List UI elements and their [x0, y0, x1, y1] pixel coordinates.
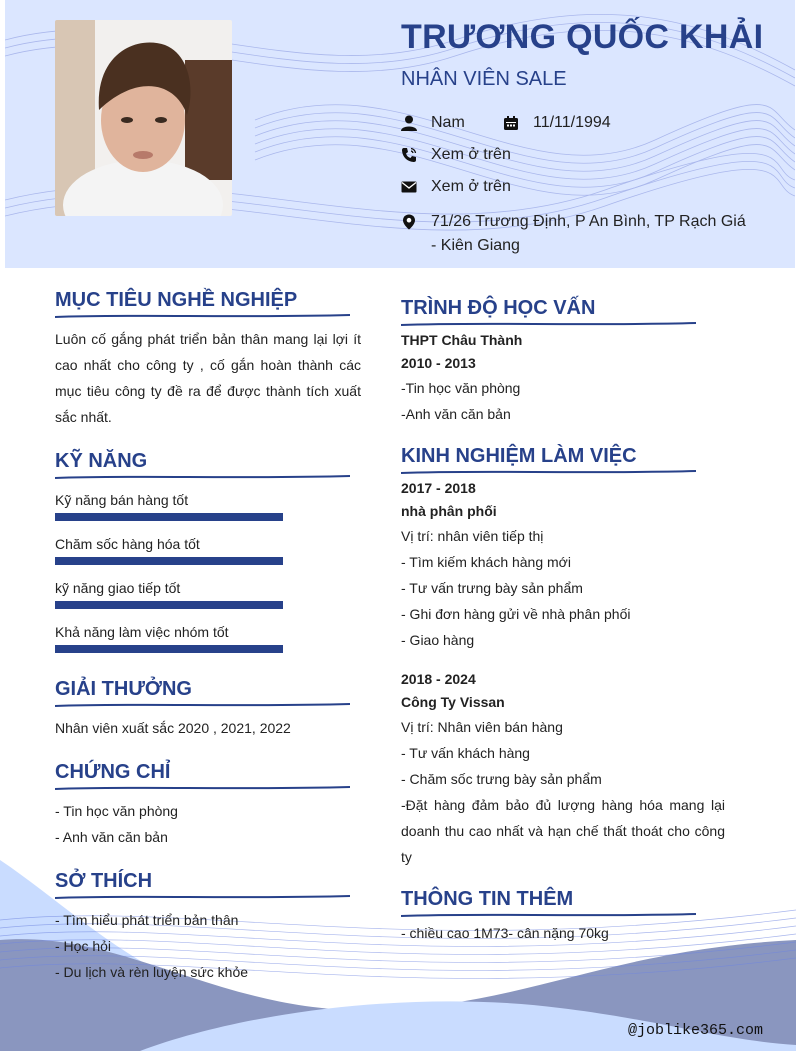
- certificates-underline: [55, 785, 350, 791]
- birthday-row: [503, 114, 611, 132]
- certificate-item: - Tin học văn phòng: [55, 803, 178, 819]
- gender-value: Nam: [431, 114, 465, 131]
- extra-underline: [401, 912, 696, 918]
- envelope-icon: [401, 179, 417, 195]
- map-pin-icon: [401, 214, 417, 230]
- job-line: Vị trí: nhân viên tiếp thị: [401, 528, 544, 544]
- job-years: 2017 - 2018: [401, 480, 476, 496]
- education-school: THPT Châu Thành: [401, 332, 523, 348]
- skill-bar: [55, 645, 283, 653]
- skills-heading: KỸ NĂNG: [55, 450, 148, 472]
- objective-heading: MỤC TIÊU NGHỀ NGHIỆP: [55, 289, 298, 311]
- profile-photo: [55, 20, 232, 216]
- job-line: -Đặt hàng đảm bảo đủ lượng hàng hóa mang lại doanh thu cao nhất và hạn chế thất thoát cho công ty: [401, 797, 725, 865]
- birthday-value: 11/11/1994: [533, 114, 611, 131]
- job-line: - Chăm sốc trưng bày sản phẩm: [401, 771, 602, 787]
- job-line: - Tìm kiếm khách hàng mới: [401, 554, 571, 570]
- awards-text: Nhân viên xuất sắc 2020 , 2021, 2022: [55, 720, 291, 736]
- hobbies-underline: [55, 894, 350, 900]
- job-title: NHÂN VIÊN SALE: [401, 68, 567, 90]
- job-line: - Tư vấn khách hàng: [401, 745, 530, 761]
- candidate-name: TRƯƠNG QUỐC KHẢI: [401, 18, 764, 56]
- job-company: nhà phân phối: [401, 503, 497, 519]
- objective-text: Luôn cố gắng phát triển bản thân mang lại lợi ít cao nhất cho công ty , cố gắn hoàn thành các mục tiêu công ty đề ra để được thành tích xuất sắc nhất.: [55, 331, 361, 425]
- person-icon: [401, 115, 417, 131]
- email-row: [401, 178, 511, 196]
- job-line: Vị trí: Nhân viên bán hàng: [401, 719, 563, 735]
- calendar-icon: [503, 115, 519, 131]
- job-line: - Giao hàng: [401, 632, 475, 648]
- phone-row: [401, 146, 511, 164]
- email-value: Xem ở trên: [431, 178, 511, 195]
- skill-bar: [55, 557, 283, 565]
- skill-bar: [55, 601, 283, 609]
- hobby-item: - Học hỏi: [55, 938, 112, 954]
- job-line: - Tư vấn trưng bày sản phẩm: [401, 580, 583, 596]
- skill-label: Chăm sốc hàng hóa tốt: [55, 536, 200, 552]
- extra-heading: THÔNG TIN THÊM: [401, 888, 574, 910]
- skills-underline: [55, 474, 350, 480]
- education-item: -Tin học văn phòng: [401, 380, 521, 396]
- skill-label: Kỹ năng bán hàng tốt: [55, 492, 189, 508]
- phone-icon: [401, 147, 417, 163]
- hobby-item: - Du lịch và rèn luyện sức khỏe: [55, 964, 249, 980]
- job-company: Công Ty Vissan: [401, 694, 505, 710]
- watermark: @joblike365.com: [628, 1022, 764, 1039]
- skill-label: Khả năng làm việc nhóm tốt: [55, 624, 229, 640]
- address-value: 71/26 Trương Định, P An Bình, TP Rạch Giá - Kiên Giang: [431, 213, 746, 254]
- experience-heading: KINH NGHIỆM LÀM VIỆC: [401, 445, 637, 467]
- extra-text: - chiều cao 1M73- cân nặng 70kg: [401, 925, 609, 941]
- address-row: [401, 210, 751, 258]
- hobbies-heading: SỞ THÍCH: [55, 870, 153, 892]
- skill-bar: [55, 513, 283, 521]
- education-heading: TRÌNH ĐỘ HỌC VẤN: [401, 297, 596, 319]
- education-years: 2010 - 2013: [401, 355, 476, 371]
- objective-underline: [55, 313, 350, 319]
- certificates-heading: CHỨNG CHỈ: [55, 761, 171, 783]
- awards-underline: [55, 702, 350, 708]
- skill-label: kỹ năng giao tiếp tốt: [55, 580, 181, 596]
- job-years: 2018 - 2024: [401, 671, 476, 687]
- education-item: -Anh văn căn bản: [401, 406, 511, 422]
- gender-row: [401, 114, 465, 132]
- phone-value: Xem ở trên: [431, 146, 511, 163]
- certificate-item: - Anh văn căn bản: [55, 829, 168, 845]
- awards-heading: GIẢI THƯỞNG: [55, 678, 192, 700]
- job-line: - Ghi đơn hàng gửi về nhà phân phối: [401, 606, 631, 622]
- hobby-item: - Tìm hiểu phát triển bản thân: [55, 912, 239, 928]
